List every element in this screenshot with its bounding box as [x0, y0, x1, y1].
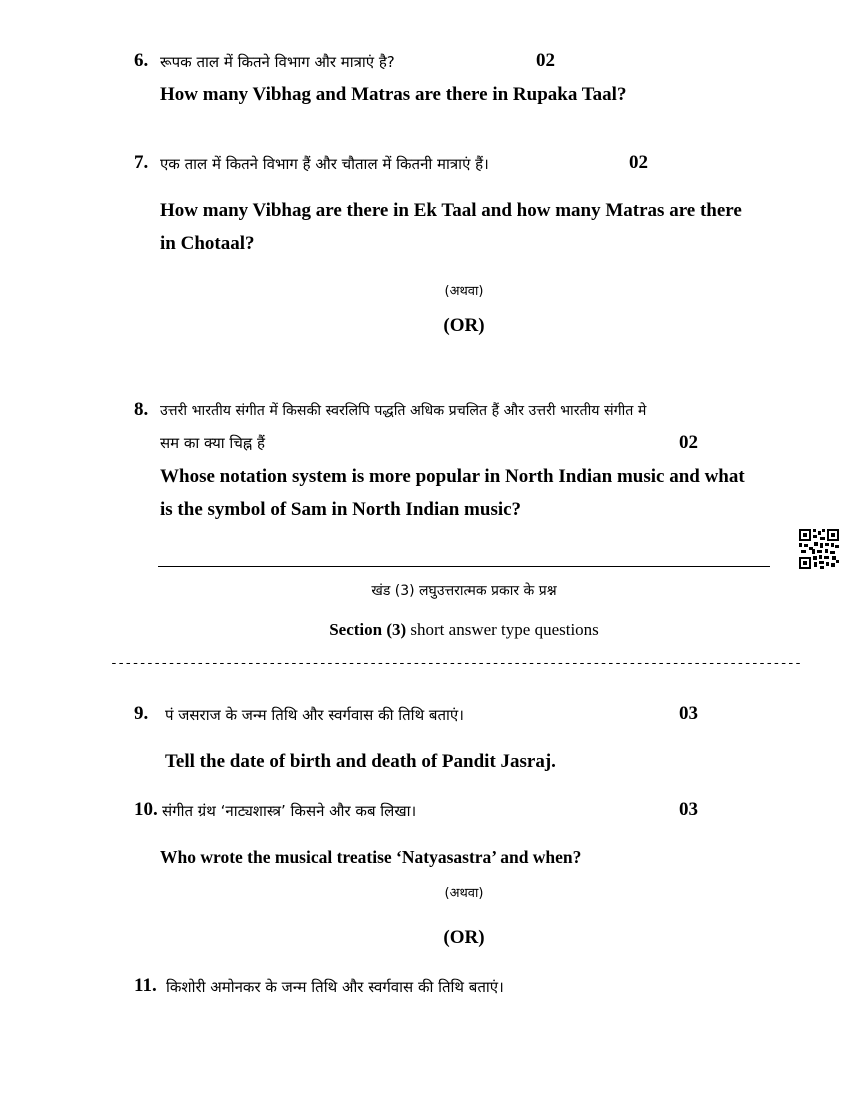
section-heading-english [0, 620, 850, 640]
qr-code-icon [799, 529, 839, 569]
question-7-hindi: एक ताल में कितने विभाग हैं और चौताल में कितनी मात्राएं हैं। [160, 155, 489, 173]
question-9-hindi: पं जसराज के जन्म तिथि और स्वर्गवास की तिथि बताएं। [165, 706, 464, 724]
section-label: Section [329, 620, 383, 639]
or-hindi-label: (अथवा) [444, 886, 484, 901]
question-9-english: Tell the date of birth and death of Pandit Jasraj. [165, 751, 556, 772]
question-7-number: 7. [134, 152, 149, 173]
question-10-hindi: संगीत ग्रंथ ‘नाट्यशास्त्र’ किसने और कब लिखा। [162, 802, 417, 820]
question-7-english-line2: in Chotaal? [160, 233, 255, 254]
question-10-english: Who wrote the musical treatise ‘Natyasastra’ and when? [160, 847, 582, 867]
question-8-hindi-line2: सम का क्या चिह्न हैं [160, 434, 265, 452]
question-9-number: 9. [134, 703, 149, 724]
section-heading-hindi: खंड (3) लघुउत्तरात्मक प्रकार के प्रश्न [371, 583, 557, 599]
or-hindi-label: (अथवा) [444, 284, 484, 299]
question-8-english-line1: Whose notation system is more popular in North Indian music and what [160, 466, 745, 487]
question-10-number: 10. [134, 799, 158, 820]
section-description: short answer type questions [410, 620, 599, 639]
section-divider [158, 566, 770, 567]
question-7-english-line1: How many Vibhag are there in Ek Taal and how many Matras are there [160, 200, 742, 221]
or-english-label: (OR) [443, 315, 485, 336]
question-9-marks: 03 [679, 703, 698, 724]
question-6-hindi: रूपक ताल में कितने विभाग और मात्राएं है? [160, 53, 395, 71]
question-6-marks: 02 [536, 50, 555, 71]
question-6-english: How many Vibhag and Matras are there in Rupaka Taal? [160, 84, 627, 105]
dashed-separator: ------------------------------------------------------------------------------------------------ [110, 656, 802, 671]
question-11-hindi: किशोरी अमोनकर के जन्म तिथि और स्वर्गवास की तिथि बताएं। [166, 978, 504, 996]
section-number: (3) [386, 620, 407, 639]
or-english-label: (OR) [443, 927, 485, 948]
question-8-number: 8. [134, 399, 149, 420]
question-8-hindi-line1: उत्तरी भारतीय संगीत में किसकी स्वरलिपि पद्धति अधिक प्रचलित हैं और उत्तरी भारतीय संगीत मे [160, 403, 647, 419]
question-11-number: 11. [134, 975, 157, 996]
question-10-marks: 03 [679, 799, 698, 820]
question-8-english-line2: is the symbol of Sam in North Indian music? [160, 499, 522, 520]
question-6-number: 6. [134, 50, 149, 71]
question-8-marks: 02 [679, 432, 698, 453]
question-7-marks: 02 [629, 152, 648, 173]
